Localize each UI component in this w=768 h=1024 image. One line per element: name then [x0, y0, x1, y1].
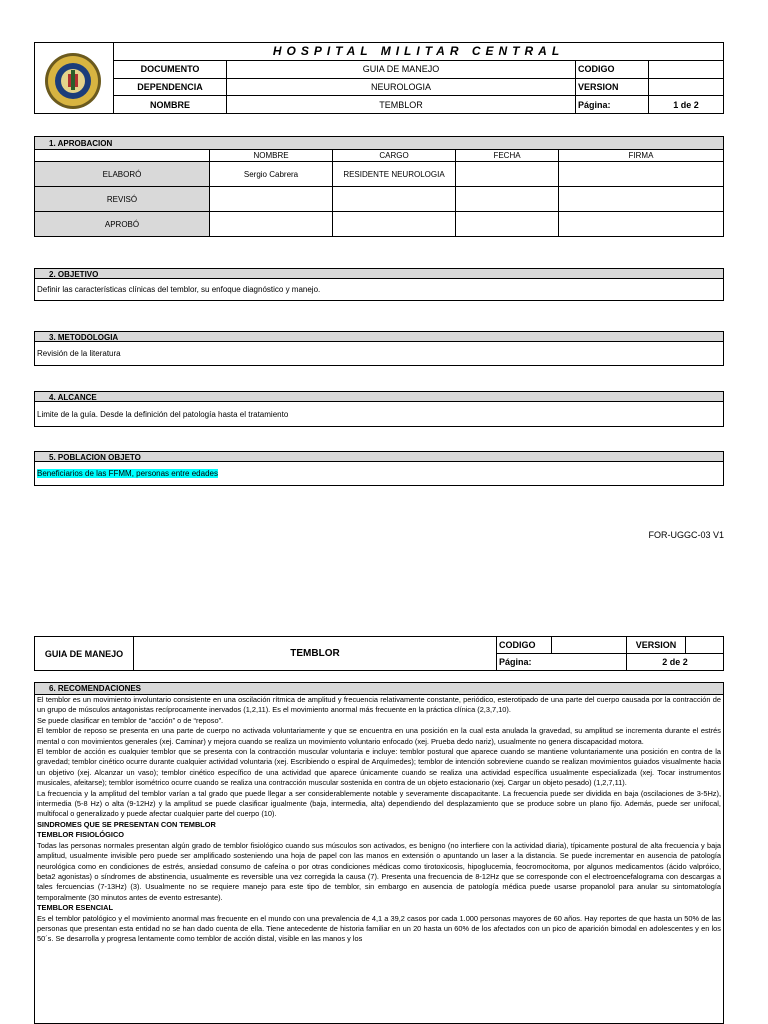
method-section	[34, 331, 724, 366]
document-header-table	[34, 42, 724, 114]
header-key-version: VERSION	[576, 78, 649, 96]
subheading: SINDROMES QUE SE PRESENTAN CON TEMBLOR	[37, 819, 216, 829]
approval-table	[34, 136, 724, 237]
aprobo-name	[210, 212, 333, 237]
elaboro-name: Sergio Cabrera	[210, 162, 333, 187]
page2-page-label: Página:	[497, 654, 627, 671]
header-key-codigo: CODIGO	[576, 60, 649, 78]
col-cargo: CARGO	[333, 150, 456, 162]
approval-title: 1. APROBACION	[35, 137, 724, 150]
objective-title: 2. OBJETIVO	[34, 268, 724, 279]
paragraph: El temblor es un movimiento involuntario consistente en una oscilación rítmica de amplitud y frecuencia relativamente constante, periódico, esterotipado de una parte del cuerpo causada por la contracción de un grupo de músculos antagonistas recíprocamente inervados (1,2,11). Es el movimiento anormal más frecuente en la práctica clínica (2,3,7,10).	[37, 695, 721, 715]
header-label-nombre: NOMBRE	[114, 96, 227, 114]
recommendations-text	[35, 695, 723, 945]
recommendations-title: 6. RECOMENDACIONES	[35, 683, 723, 695]
header-val-codigo	[649, 60, 724, 78]
col-fecha: FECHA	[456, 150, 559, 162]
page2-name: TEMBLOR	[134, 637, 497, 671]
paragraph: Todas las personas normales presentan algún grado de temblor fisiológico cuando sus músculos son activados, es benigno (no interfiere con la actividad diaria), típicamente postural de alta frecuencia y baja amplitud, usualmente invisible pero puede ser amplificado sosteniendo una hoja de papel con las manos en extensión o apuntando un laser a la distancia. Se puede incrementar en ausencia de patología neurológica como en condiciones de estrés, ansiedad consumo de cafeína o por otras condiciones médicas como tirotoxicosis, hipoglucemia, feocromocitoma, por algunos medicamentos (ácido valpróico, beta2 agonistas) o síndromes de abstinencia, usualmente es reversible una vez corregida la causa (7). Presenta una frecuencia de 8-12Hz que se corresponde con el electroencefalograma con descargas a tales fercuencias (7-13Hz) (3). Usualmente no se requiere manejo para este tipo de temblor, sin embargo en ausencia de patología médica puede usarse propanolol para anular su sintomatología temporalmente (30 minutos antes de evento estresante).	[37, 840, 721, 902]
page2-version-label: VERSION	[627, 637, 686, 654]
header-key-pagina: Página:	[576, 96, 649, 114]
paragraph: El temblor de acción es cualquier temblor que se presenta con la contracción muscular voluntaria e incluye: temblor postural que aparece cuando se mantiene voluntariamente una posición en contra de la gravedad; temblor cinético ocurre durante cualquier actividad voluntaria (xej. Escribiendo o espiral de Arquímedes); temblor de intención sobreviene cuando se realizan movimientos guiados visualmente hacia un objetivo (xej. Alcanzar un vaso); temblor cinético específico de una actividad que aparece únicamente cuando se realiza una actividad específica usualmente especializada (xej. Tocar instrumentos musicales, afeitarse); temblor isométrico ocurre cuando se realiza una contracción muscular sostenida en contra de un objeto estacionario (xej. Cargar un objeto pesado) (1,2,7,11).	[37, 747, 721, 788]
paragraph: Es el temblor patológico y el movimiento anormal mas frecuente en el mundo con una prevalencia de 4,1 a 39,2 casos por cada 1.000 personas mayores de 60 años. Hay reportes de que hasta un 50% de las personas que presentan esta entidad no se han dado cuenta de ella. Tiene antecedente de historia familiar en un 20 hasta un 60% de los afectados con un pico de aparición bimodal en adolescentes y en los 50´s. Se desarrolla y progresa lentamente como temblor de acción distal, visible en las manos y los	[37, 913, 721, 944]
col-firma: FIRMA	[559, 150, 724, 162]
method-title: 3. METODOLOGIA	[34, 331, 724, 342]
reviso-name	[210, 187, 333, 212]
scope-title: 4. ALCANCE	[34, 391, 724, 402]
page2-page-value: 2 de 2	[627, 654, 724, 671]
reviso-firma	[559, 187, 724, 212]
recommendations-section	[34, 682, 724, 1024]
header-label-dependencia: DEPENDENCIA	[114, 78, 227, 96]
page2-code-label: CODIGO	[497, 637, 552, 654]
elaboro-cargo: RESIDENTE NEUROLOGIA	[333, 162, 456, 187]
row-elaboro: ELABORÓ	[35, 162, 210, 187]
subheading: TEMBLOR ESENCIAL	[37, 903, 113, 913]
header-value-nombre: TEMBLOR	[227, 96, 576, 114]
method-text: Revisión de la literatura	[34, 342, 724, 366]
paragraph: El temblor de reposo se presenta en una parte de cuerpo no activada voluntariamente y que se encuentra en una posición en la cual esta anulada la gravedad, su amplitud se incrementa durante el estrés mental o con movimientos generales (xej. Caminar) y mejora cuando se realiza un movimiento voluntario enfocado (xej. Prueba dedo nariz), usualmente no genera discapacidad motora.	[37, 726, 721, 746]
page2-version-value	[686, 637, 724, 654]
logo-cell	[35, 43, 114, 114]
elaboro-fecha	[456, 162, 559, 187]
header-label-documento: DOCUMENTO	[114, 60, 227, 78]
aprobo-cargo	[333, 212, 456, 237]
aprobo-fecha	[456, 212, 559, 237]
population-section	[34, 451, 724, 486]
page2-header-table	[34, 636, 724, 671]
objective-text: Definir las características clínicas del temblor, su enfoque diagnóstico y manejo.	[34, 279, 724, 301]
subheading: TEMBLOR FISIOLÓGICO	[37, 830, 125, 840]
row-aprobo: APROBÓ	[35, 212, 210, 237]
paragraph: Se puede clasificar en temblor de “acción” o de “reposo”.	[37, 715, 224, 725]
elaboro-firma	[559, 162, 724, 187]
header-value-documento: GUIA DE MANEJO	[227, 60, 576, 78]
reviso-fecha	[456, 187, 559, 212]
page2-code-value	[552, 637, 627, 654]
col-nombre: NOMBRE	[210, 150, 333, 162]
population-title: 5. POBLACION OBJETO	[34, 451, 724, 462]
reviso-cargo	[333, 187, 456, 212]
scope-text: Limite de la guía. Desde la definición del patología hasta el tratamiento	[34, 402, 724, 427]
paragraph: La frecuencia y la amplitud del temblor varían a tal grado que puede llegar a ser considerablemente notable y severamente discapacitante. La frecuencia puede ser dividida en baja (oscilaciones de 3-5Hz), intermedia (5-8 Hz) o alta (9-12Hz) y la amplitud se puede clasificar igualmente (baja, intermedia, alta) dependiendo del desplazamiento que se produce sobre un plano fijo. Además, puede ser unifocal, multifocal o generalizado y puede afectar cualquier parte del cuerpo (10).	[37, 788, 721, 819]
row-reviso: REVISÓ	[35, 187, 210, 212]
scope-section	[34, 391, 724, 427]
header-val-version	[649, 78, 724, 96]
header-value-dependencia: NEUROLOGIA	[227, 78, 576, 96]
hospital-name: HOSPITAL MILITAR CENTRAL	[114, 43, 724, 61]
aprobo-firma	[559, 212, 724, 237]
population-text: Beneficiarios de las FFMM, personas entre edades	[37, 469, 218, 478]
header-val-pagina: 1 de 2	[649, 96, 724, 114]
form-code: FOR-UGGC-03 V1	[648, 530, 724, 540]
page2-guide: GUIA DE MANEJO	[35, 637, 134, 671]
objective-section	[34, 268, 724, 301]
